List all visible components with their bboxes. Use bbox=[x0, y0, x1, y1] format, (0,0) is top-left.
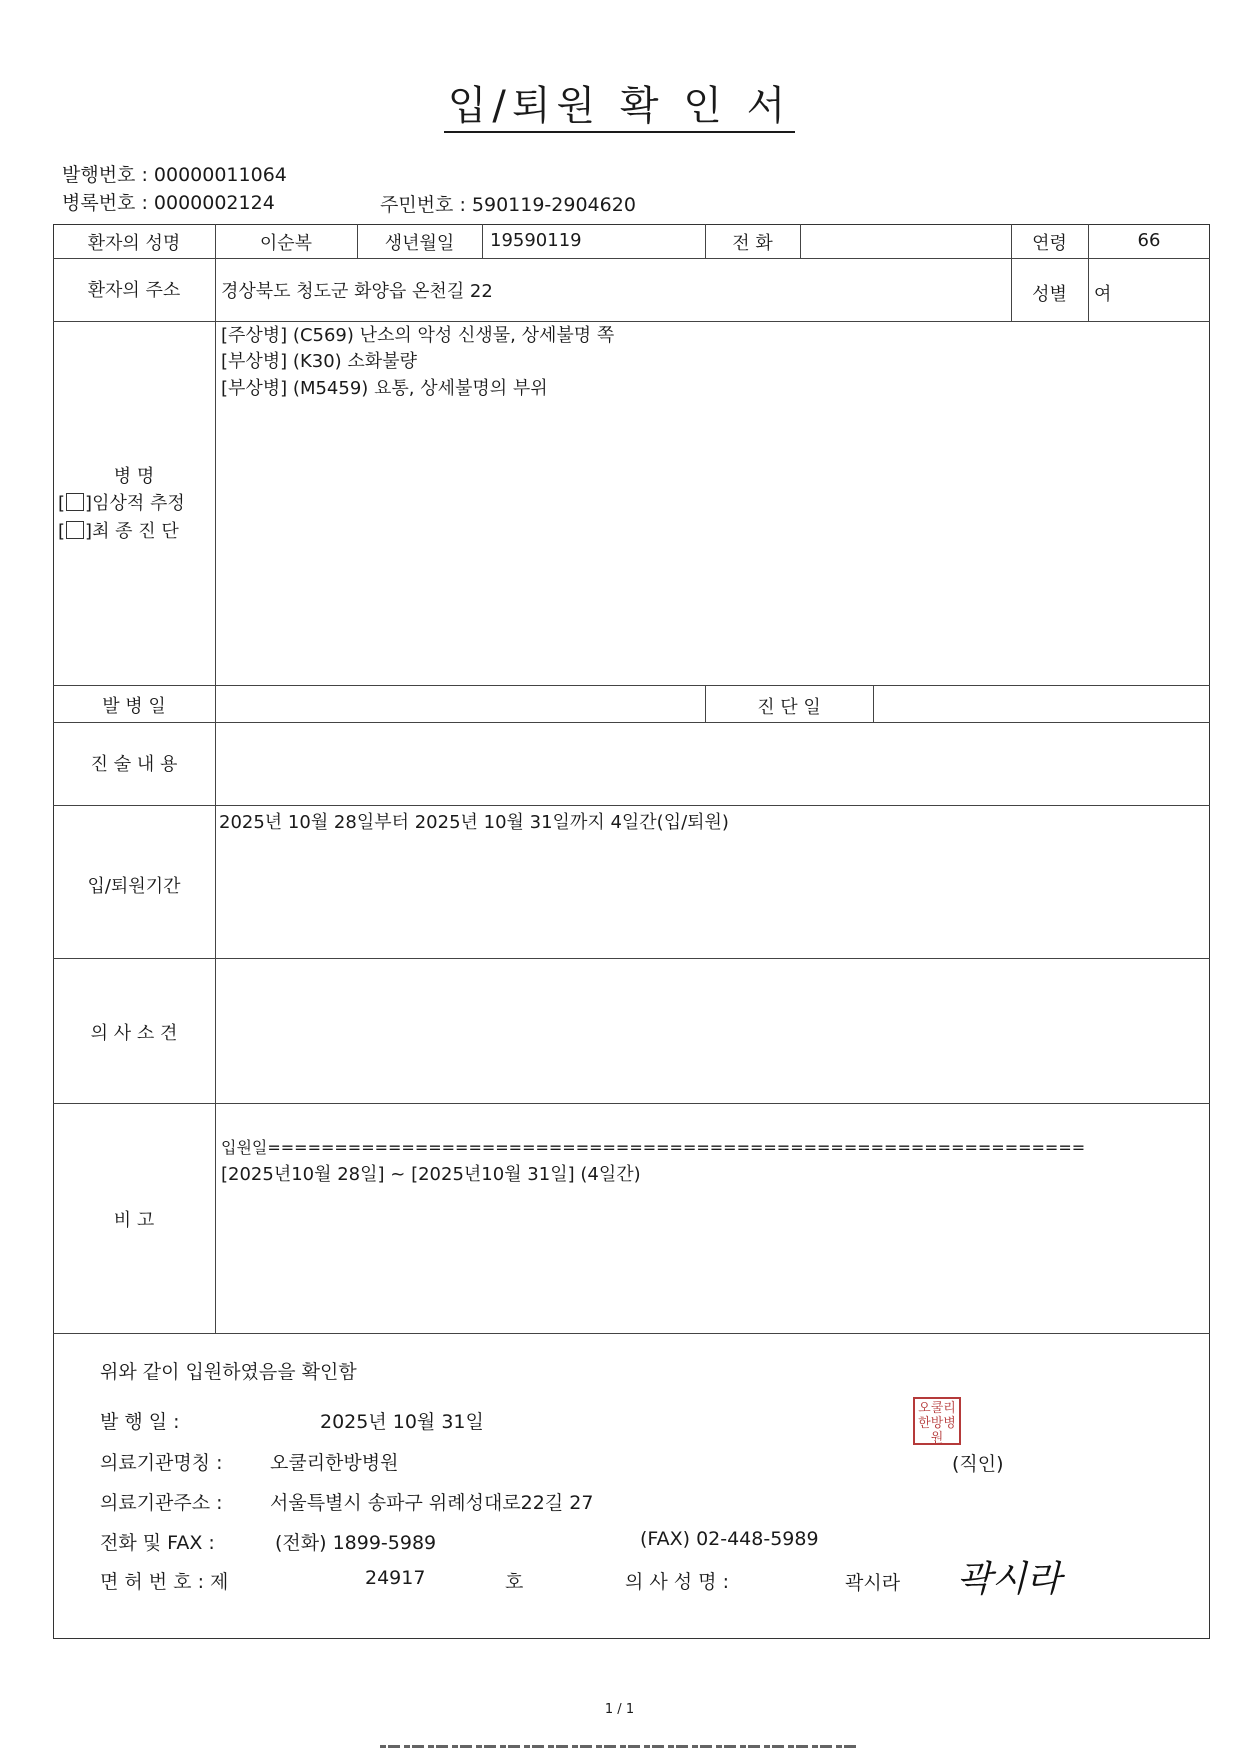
document-title: 입/퇴원 확 인 서 bbox=[0, 74, 1239, 131]
official-seal: 오쿨리한방병원 bbox=[913, 1397, 961, 1445]
col-divider bbox=[215, 224, 216, 1333]
resident-number: 주민번호 : 590119-2904620 bbox=[380, 194, 636, 216]
issue-date-label: 발 행 일 : bbox=[100, 1411, 180, 1433]
checkbox-icon bbox=[66, 493, 84, 511]
checkbox-icon bbox=[66, 521, 84, 539]
row-divider bbox=[53, 958, 1210, 959]
remarks-label: 비 고 bbox=[113, 1210, 155, 1231]
col-divider bbox=[482, 224, 483, 258]
age-value: 66 bbox=[1137, 230, 1161, 251]
issue-date: 2025년 10월 31일 bbox=[320, 1411, 484, 1433]
seal-note: (직인) bbox=[952, 1453, 1004, 1475]
statement-label: 진 술 내 용 bbox=[90, 754, 178, 775]
patient-name: 이순복 bbox=[259, 233, 313, 254]
license-suffix: 호 bbox=[505, 1571, 524, 1593]
institution-address: 서울특별시 송파구 위례성대로22길 27 bbox=[270, 1492, 594, 1514]
scan-artifact bbox=[380, 1745, 860, 1748]
col-divider bbox=[800, 224, 801, 258]
address-value: 경상북도 청도군 화양읍 온천길 22 bbox=[221, 281, 493, 302]
institution-name: 오쿨리한방병원 bbox=[270, 1452, 399, 1474]
col-divider bbox=[873, 685, 874, 722]
confirmation-text: 위와 같이 입원하였음을 확인함 bbox=[100, 1361, 357, 1383]
row-divider bbox=[53, 722, 1210, 723]
patient-name-label: 환자의 성명 bbox=[87, 233, 181, 254]
phone-label: 전 화 bbox=[732, 233, 773, 254]
page-number: 1 / 1 bbox=[604, 1702, 635, 1717]
birthdate-label: 생년월일 bbox=[384, 233, 455, 254]
doctor-name-label: 의 사 성 명 : bbox=[625, 1571, 729, 1593]
period-value: 2025년 10월 28일부터 2025년 10월 31일까지 4일간(입/퇴원) bbox=[219, 812, 729, 833]
period-label: 입/퇴원기간 bbox=[87, 876, 181, 897]
institution-label: 의료기관명칭 : bbox=[100, 1452, 223, 1474]
doctor-signature: 곽시라 bbox=[957, 1559, 1062, 1600]
phone-fax-label: 전화 및 FAX : bbox=[100, 1532, 215, 1554]
diagnosis-line: [부상병] (M5459) 요통, 상세불명의 부위 bbox=[221, 378, 548, 399]
final-diagnosis-option: [ ]최 종 진 단 bbox=[58, 521, 179, 542]
form-table bbox=[53, 224, 1210, 1639]
issue-number: 발행번호 : 00000011064 bbox=[62, 164, 287, 186]
record-number: 병록번호 : 0000002124 bbox=[62, 192, 275, 214]
diagnosis-line: [부상병] (K30) 소화불량 bbox=[221, 351, 417, 372]
license-label: 면 허 번 호 : 제 bbox=[100, 1571, 229, 1593]
age-label: 연령 bbox=[1032, 233, 1067, 254]
remarks-line: [2025년10월 28일] ~ [2025년10월 31일] (4일간) bbox=[221, 1164, 641, 1185]
diagnosis-date-label: 진 단 일 bbox=[757, 697, 821, 718]
diagnosis-line: [주상병] (C569) 난소의 악성 신생물, 상세불명 쪽 bbox=[221, 325, 615, 346]
doctor-name: 곽시라 bbox=[845, 1572, 901, 1594]
row-divider bbox=[53, 1103, 1210, 1104]
remarks-line: 입원일============================================================= bbox=[221, 1138, 1086, 1157]
sex-value: 여 bbox=[1094, 284, 1112, 305]
institution-address-label: 의료기관주소 : bbox=[100, 1492, 223, 1514]
onset-label: 발 병 일 bbox=[102, 696, 166, 717]
opinion-label: 의 사 소 견 bbox=[90, 1023, 178, 1044]
row-divider bbox=[53, 258, 1210, 259]
clinical-estimate-option: [ ]임상적 추정 bbox=[58, 493, 185, 514]
row-divider bbox=[53, 1333, 1210, 1334]
row-divider bbox=[53, 805, 1210, 806]
row-divider bbox=[53, 685, 1210, 686]
birthdate: 19590119 bbox=[490, 230, 582, 251]
institution-phone: (전화) 1899-5989 bbox=[275, 1532, 437, 1554]
diagnosis-label: 병 명 bbox=[113, 466, 155, 487]
institution-fax: (FAX) 02-448-5989 bbox=[640, 1528, 819, 1550]
sex-label: 성별 bbox=[1032, 284, 1067, 305]
address-label: 환자의 주소 bbox=[87, 280, 181, 301]
license-number: 24917 bbox=[365, 1567, 426, 1589]
